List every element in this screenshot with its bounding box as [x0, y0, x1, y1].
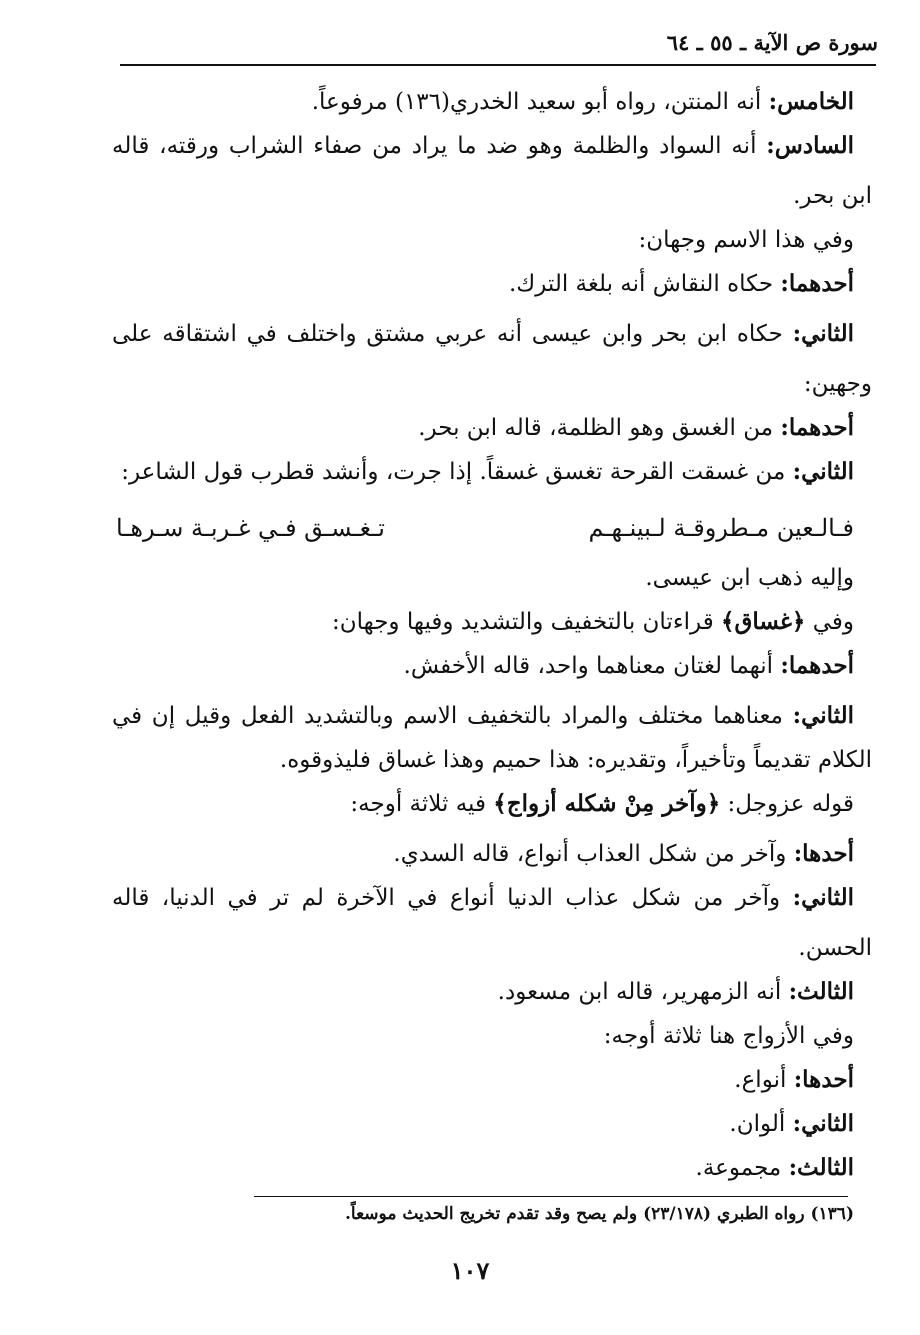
paragraph-line — [112, 738, 872, 782]
paragraph-line — [112, 406, 872, 450]
line-text: ابن بحر. — [793, 183, 872, 209]
line-text: وآخر من شكل عذاب الدنيا أنواع في الآخرة لم تر في الدنيا، قاله — [112, 885, 793, 911]
item-label: أحدهما: — [780, 414, 854, 441]
footnote: (١٣٦) رواه الطبري (٢٣/١٧٨) ولم يصح وقد تقدم تخريج الحديث موسعاً. — [345, 1204, 854, 1224]
paragraph-line — [112, 124, 872, 174]
paragraph-line — [112, 450, 872, 500]
paragraph-line — [112, 1102, 872, 1146]
line-text: الحسن. — [798, 935, 872, 961]
paragraph-line — [112, 1014, 872, 1058]
paragraph-line — [112, 600, 872, 644]
header-divider — [120, 64, 876, 66]
item-label: الخامس: — [768, 88, 854, 115]
item-label: الثاني: — [792, 458, 854, 485]
line-text: وإليه ذهب ابن عيسى. — [645, 565, 854, 591]
paragraph-line — [112, 1058, 872, 1102]
line-text: من الغسق وهو الظلمة، قاله ابن بحر. — [418, 415, 781, 441]
line-text: أنواع. — [734, 1067, 794, 1093]
verse-first-hemistich: فـالـعين مـطروقـة لـبينـهـم — [588, 514, 854, 542]
line-text: قراءتان بالتخفيف والتشديد وفيها وجهان: — [331, 609, 722, 635]
line-text: حكاه ابن بحر وابن عيسى أنه عربي مشتق واختلف في اشتقاقه على — [112, 321, 793, 347]
paragraph-line — [112, 362, 872, 406]
footnote-divider — [254, 1196, 848, 1197]
paragraph-line — [112, 1146, 872, 1190]
line-text: أنه الزمهرير، قاله ابن مسعود. — [497, 979, 789, 1005]
verse-second-hemistich: تـغـسـق فـي غـربـة سـرهـا — [116, 514, 385, 542]
line-text: أنهما لغتان معناهما واحد، قاله الأخفش. — [403, 653, 781, 679]
item-label: السادس: — [766, 132, 854, 159]
line-text: حكاه النقاش أنه بلغة الترك. — [508, 271, 781, 297]
line-text: فيه ثلاثة أوجه: — [350, 791, 494, 817]
item-label: أحدها: — [793, 1066, 854, 1093]
item-label: أحدهما: — [780, 652, 854, 679]
paragraph-line — [112, 926, 872, 970]
line-text: قوله عزوجل: — [720, 791, 854, 817]
line-text: ألوان. — [729, 1111, 793, 1137]
line-text: أنه السواد والظلمة وهو ضد ما يراد من صفاء الشراب ورقته، قاله — [112, 133, 767, 159]
item-label: الثاني: — [792, 884, 854, 911]
paragraph-line — [112, 782, 872, 832]
item-label: الثاني: — [792, 1110, 854, 1137]
paragraph-line — [112, 556, 872, 600]
item-label: الثاني: — [792, 320, 854, 347]
paragraph-line — [112, 174, 872, 218]
paragraph-line — [112, 218, 872, 262]
paragraph-line — [112, 80, 872, 124]
item-label: أحدهما: — [780, 270, 854, 297]
paragraph-line — [112, 876, 872, 926]
paragraph-line — [112, 694, 872, 738]
poetry-verse — [112, 500, 872, 556]
line-text: مجموعة. — [695, 1155, 789, 1181]
page-number: ١٠٧ — [450, 1256, 490, 1285]
line-text: وفي — [805, 609, 854, 635]
line-text: الكلام تقديماً وتأخيراً، وتقديره: هذا حميم وهذا غساق فليذوقوه. — [279, 747, 872, 773]
item-label: الثالث: — [788, 978, 854, 1005]
item-label: الثاني: — [792, 702, 854, 729]
item-label: الثالث: — [788, 1154, 854, 1181]
paragraph-line — [112, 644, 872, 694]
paragraph-line — [112, 832, 872, 876]
paragraph-line — [112, 262, 872, 312]
line-text: أنه المنتن، رواه أبو سعيد الخدري(١٣٦) مرفوعاً. — [311, 89, 769, 115]
line-text: معناهما مختلف والمراد بالتخفيف الاسم وبالتشديد الفعل وقيل إن في — [112, 703, 793, 729]
quran-quote: ﴿غساق﴾ — [721, 608, 806, 635]
line-text: وآخر من شكل العذاب أنواع، قاله السدي. — [393, 841, 794, 867]
running-header: سورة ص الآية ـ ٥٥ ـ ٦٤ — [666, 30, 878, 55]
line-text: وفي هذا الاسم وجهان: — [638, 227, 854, 253]
main-text — [112, 80, 872, 1190]
line-text: وفي الأزواج هنا ثلاثة أوجه: — [603, 1023, 854, 1049]
line-text: من غسقت القرحة تغسق غسقاً. إذا جرت، وأنشد قطرب قول الشاعر: — [121, 459, 793, 485]
line-text: وجهين: — [803, 371, 872, 397]
quran-quote: ﴿وآخر مِنْ شكله أزواج﴾ — [493, 790, 721, 817]
item-label: أحدها: — [793, 840, 854, 867]
paragraph-line — [112, 312, 872, 362]
paragraph-line — [112, 970, 872, 1014]
